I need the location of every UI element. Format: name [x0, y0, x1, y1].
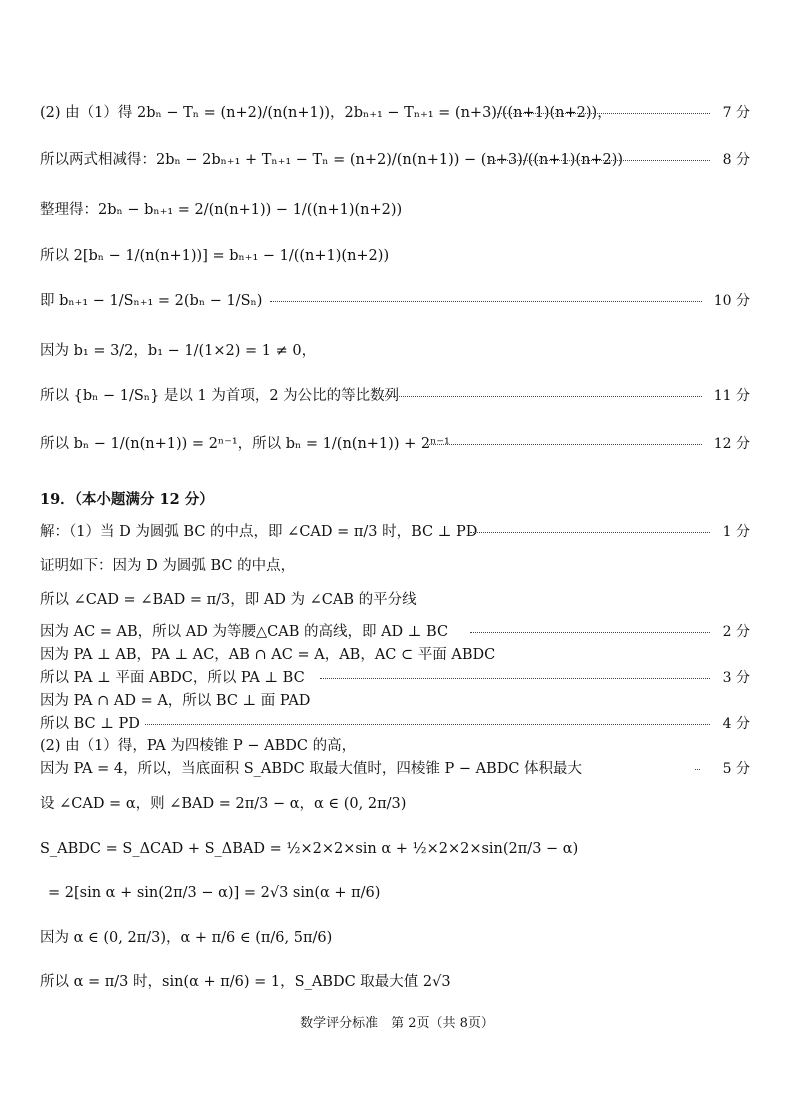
solution-line [40, 103, 750, 123]
solution-line [40, 928, 750, 948]
problem-heading [40, 490, 750, 510]
line-text: 所以 bₙ − 1/(n(n+1)) = 2ⁿ⁻¹，所以 bₙ = 1/(n(n+1)) + 2ⁿ⁻¹ [40, 436, 450, 452]
line-text: 整理得：2bₙ − bₙ₊₁ = 2/(n(n+1)) − 1/((n+1)(n+2)) [40, 202, 403, 218]
leader-dots [270, 301, 702, 302]
score-mark: 1 分 [722, 524, 750, 540]
solution-line [40, 341, 750, 361]
solution-line [40, 645, 750, 665]
line-text: 因为 PA = 4，所以，当底面积 S_ABDC 取最大值时，四棱锥 P − ABDC 体积最大 [40, 761, 583, 777]
score-mark: 12 分 [713, 436, 750, 452]
leader-dots [320, 678, 710, 679]
line-text: 即 bₙ₊₁ − 1/Sₙ₊₁ = 2(bₙ − 1/Sₙ) [40, 293, 263, 309]
line-text: 因为 PA ⊥ AB，PA ⊥ AC，AB ∩ AC = A，AB，AC ⊂ 平面 ABDC [40, 647, 496, 663]
solution-line [40, 759, 750, 779]
line-text: 所以两式相减得：2bₙ − 2bₙ₊₁ + Tₙ₊₁ − Tₙ = (n+2)/(n(n+1)) − (n+3)/((n+1)(n+2)) [40, 152, 624, 168]
solution-line [40, 522, 750, 542]
line-text: 证明如下：因为 D 为圆弧 BC 的中点， [40, 558, 296, 574]
solution-line [40, 883, 750, 903]
solution-line [40, 386, 750, 406]
leader-dots [495, 113, 710, 114]
solution-line [40, 668, 750, 688]
score-mark: 8 分 [722, 152, 750, 168]
solution-line [40, 972, 750, 992]
solution-line [40, 622, 750, 642]
solution-line [40, 794, 750, 814]
line-text: 设 ∠CAD = α，则 ∠BAD = 2π/3 − α，α ∈ (0, 2π/3) [40, 796, 407, 812]
score-mark: 4 分 [722, 716, 750, 732]
line-text: 所以 2[bₙ − 1/(n(n+1))] = bₙ₊₁ − 1/((n+1)(n+2)) [40, 248, 390, 264]
line-text: 因为 b₁ = 3/2，b₁ − 1/(1×2) = 1 ≠ 0， [40, 343, 317, 359]
solution-line [40, 150, 750, 170]
leader-dots [490, 160, 710, 161]
leader-dots [425, 444, 702, 445]
line-text: 所以 BC ⊥ PD [40, 716, 140, 732]
score-mark: 3 分 [722, 670, 750, 686]
score-mark: 10 分 [713, 293, 750, 309]
solution-line [40, 714, 750, 734]
leader-dots [470, 632, 710, 633]
solution-line [40, 200, 750, 220]
solution-line [40, 246, 750, 266]
line-text: 因为 α ∈ (0, 2π/3)，α + π/6 ∈ (π/6, 5π/6) [40, 930, 333, 946]
solution-line [40, 839, 750, 859]
score-mark: 2 分 [722, 624, 750, 640]
leader-dots [380, 396, 702, 397]
line-text: S_ABDC = S_ΔCAD + S_ΔBAD = ½×2×2×sin α + ½×2×2×sin(2π/3 − α) [40, 841, 579, 857]
solution-line [40, 736, 750, 756]
leader-dots [470, 532, 710, 533]
line-text: 所以 ∠CAD = ∠BAD = π/3，即 AD 为 ∠CAB 的平分线 [40, 592, 417, 608]
score-mark: 5 分 [722, 761, 750, 777]
line-text: 19．（本小题满分 12 分） [40, 491, 214, 508]
line-text: 所以 {bₙ − 1/Sₙ} 是以 1 为首项，2 为公比的等比数列 [40, 388, 400, 404]
line-text: 所以 α = π/3 时，sin(α + π/6) = 1，S_ABDC 取最大值 2√3 [40, 974, 451, 990]
line-text: 因为 PA ∩ AD = A，所以 BC ⊥ 面 PAD [40, 693, 311, 709]
score-mark: 11 分 [713, 388, 750, 404]
solution-line [40, 691, 750, 711]
line-text: (2) 由（1）得，PA 为四棱锥 P − ABDC 的高， [40, 738, 357, 754]
line-text: 所以 PA ⊥ 平面 ABDC，所以 PA ⊥ BC [40, 670, 305, 686]
leader-dots [145, 724, 710, 725]
solution-line [40, 590, 750, 610]
solution-line [40, 434, 750, 454]
page-footer: 数学评分标准 第 2页（共 8页） [300, 1016, 494, 1031]
solution-line [40, 556, 750, 576]
score-mark: 7 分 [722, 105, 750, 121]
line-text: = 2[sin α + sin(2π/3 − α)] = 2√3 sin(α + π/6) [48, 885, 381, 901]
line-text: (2) 由（1）得 2bₙ − Tₙ = (n+2)/(n(n+1))，2bₙ₊₁ − Tₙ₊₁ = (n+3)/((n+1)(n+2))， [40, 105, 612, 121]
line-text: 因为 AC = AB，所以 AD 为等腰△CAB 的高线，即 AD ⊥ BC [40, 624, 449, 640]
line-text: 解：（1）当 D 为圆弧 BC 的中点，即 ∠CAD = π/3 时，BC ⊥ PD [40, 524, 478, 540]
leader-dots [695, 769, 700, 770]
solution-line [40, 291, 750, 311]
